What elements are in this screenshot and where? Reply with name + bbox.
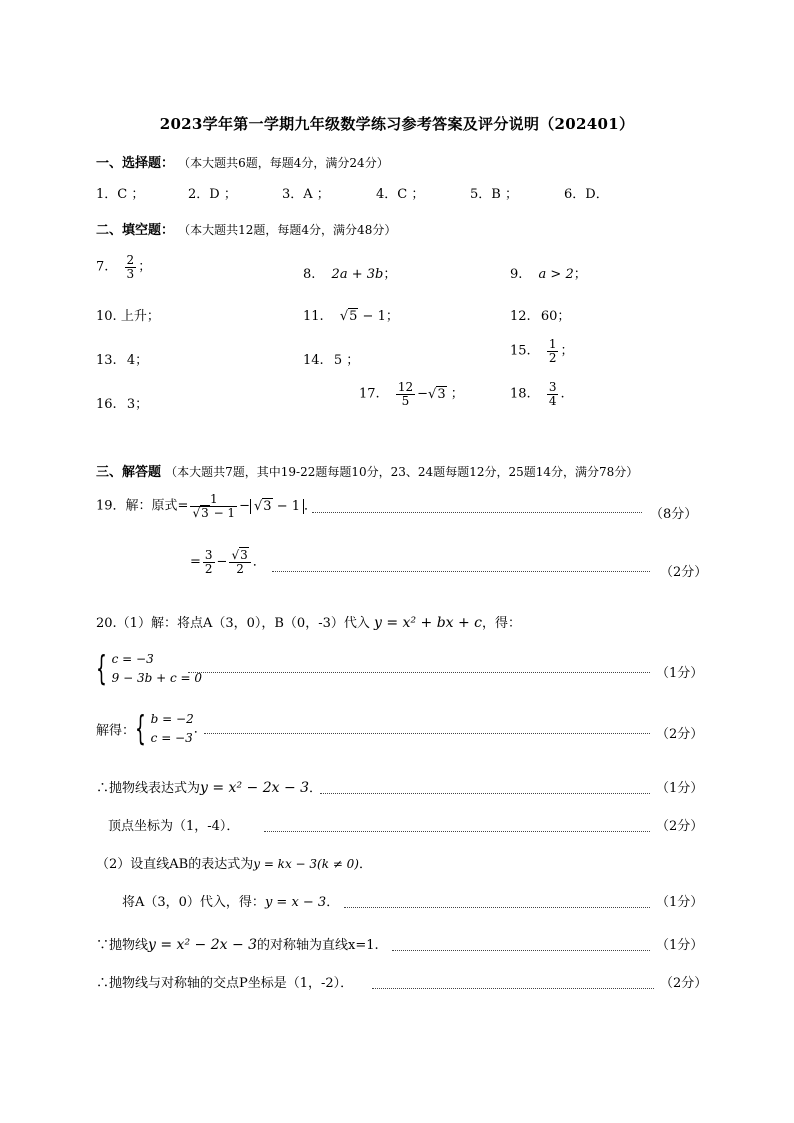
q20-intro-text: 20.（1）解：将点A（3，0），B（0，-3）代入 [96,616,370,631]
equation-system [112,650,202,688]
q20-system-1 [96,650,202,688]
fill-answer-15 [510,338,573,364]
suffix: ； [450,386,464,402]
answer-text: 上升； [120,309,160,324]
radicand: 3 [437,386,446,402]
dotted-leader [372,988,654,989]
dotted-leader [188,672,650,673]
suffix: ； [573,267,587,282]
denominator: 2 [236,561,244,576]
score-label: （1分） [656,781,704,796]
fill-answer-7 [96,254,151,280]
question-number: 16. [96,397,117,412]
dotted-leader [320,793,650,794]
equation: y = x² − 2x − 3 [148,937,258,953]
q19-line1: 19．解：原式= $\frac{1}{√3 - 1}$ − √3 − 1 ． [96,492,318,520]
solve-label: 解得： [96,723,136,739]
line-text: ∴抛物线表达式为 [96,781,201,796]
mc-answer-4: 4．C ； [376,187,425,202]
fill-answer-8 [303,263,396,282]
dotted-leader [312,512,642,513]
mc-answer-1: 1．C ； [96,187,145,202]
question-number: 8. [303,267,316,282]
score-label: （2分） [660,976,708,991]
section2-header [96,219,396,238]
section3-note: （本大题共7题，其中19-22题每题10分，23、24题每题12分，25题14分，满分78分） [165,465,639,479]
minus-sign: − [239,498,250,514]
score-label: （2分） [660,565,708,580]
denominator: 2 [548,350,557,365]
score-label: （8分） [650,507,698,522]
fraction [547,338,559,364]
fill-answer-13 [96,349,148,368]
numerator: 2 [126,253,135,267]
page-title: 2023学年第一学期九年级数学练习参考答案及评分说明（202401） [159,115,635,133]
minus-sign: − [417,386,429,402]
numerator: 3 [204,548,213,562]
section2-note: （本大题共12题，每题4分，满分48分） [178,223,397,237]
minus-sign: − [216,554,228,570]
suffix: ； [383,267,397,282]
dotted-leader [204,733,650,734]
fill-answer-16 [96,393,148,412]
dotted-leader [392,950,650,951]
section1-heading: 一、选择题： [96,156,175,171]
denominator: 3 [126,266,135,281]
equation-system [151,710,194,748]
suffix: . [560,386,565,402]
abs-rest: − 1 [276,498,300,514]
q20-line4: 顶点坐标为（1，-4）． [108,819,240,834]
q20-intro-end: ，得： [482,616,522,631]
numerator: √3 [229,549,250,563]
question-number: 13. [96,353,117,368]
score-label: （1分） [656,895,704,910]
system-line: b = −2 [150,712,194,726]
line-text-end: 的对称轴为直线x=1. [257,938,379,953]
line-text: 将A（3，0）代入，得： [122,895,265,910]
q19-line2: = $\frac{3}{2}$ − $\frac{√3}{2}$ ． [190,548,266,576]
question-number: 17. [359,386,380,402]
dotted-leader [272,571,650,572]
denominator: 2 [204,561,213,576]
suffix: ； [138,259,152,275]
q20-line6: 将A（3，0）代入，得：y = x − 3． [122,895,340,910]
answer-rest: − 1 [362,309,386,324]
answer-expression: 2a + 3b [331,267,384,282]
q20-line7 [96,934,379,953]
suffix: ； [560,343,574,359]
q20-line3: ∴抛物线表达式为y = x² − 2x − 3． [96,780,323,796]
answer-text: 3； [126,397,149,412]
denominator-rest: − 1 [213,505,236,520]
answer-text: 5 ； [333,353,360,368]
radicand: 3 [263,498,272,514]
fill-answer-18 [510,381,565,407]
score-label: （1分） [656,938,704,953]
fraction [396,381,415,407]
numerator: 1 [190,493,237,507]
score-label: （2分） [656,819,704,834]
dotted-leader [264,831,650,832]
question-number: 11. [303,309,324,324]
question-number: 10. [96,309,117,324]
fraction [203,549,215,575]
numerator: 3 [548,380,557,394]
equation: y = kx − 3(k ≠ 0) [253,857,359,871]
denominator: √3 − 1 [192,505,236,520]
section1-note: （本大题共6题，每题4分，满分24分） [178,156,389,170]
sqrt-expression: √5 [339,309,358,324]
equation: y = x² − 2x − 3 [200,780,310,796]
fraction [547,381,559,407]
section3-header [96,461,638,480]
absolute-value: √3 − 1 [250,499,304,514]
fill-answer-17 [359,381,464,407]
mc-answer-2: 2．D ； [188,187,237,202]
suffix: ； [385,309,399,324]
answer-text: 60； [540,309,571,324]
brace-icon: { [135,709,146,750]
score-label: （1分） [656,666,704,681]
system-line: c = −3 [111,652,154,666]
system-line: c = −3 [150,731,193,746]
fill-answer-12 [510,305,570,324]
score-label: （2分） [656,727,704,742]
answer-expression: a > 2 [538,267,574,282]
denominator: 4 [548,393,557,408]
dotted-leader [344,907,650,908]
radicand: 5 [349,309,358,324]
q20-system-2: 解得：{ b = −2 c = −3 ． [96,709,207,750]
mc-answer-5: 5．B ； [470,187,518,202]
question-number: 18. [510,386,531,402]
q20-intro [96,612,521,631]
fill-answer-14 [303,349,359,368]
q20-line8: ∴抛物线与对称轴的交点P坐标是（1，-2）． [96,976,354,991]
line-text: ∵抛物线 [96,938,149,953]
line-text: （2）设直线AB的表达式为 [96,857,254,872]
fraction [125,254,137,280]
question-number: 12. [510,309,531,324]
denominator: 5 [401,393,410,408]
radicand: 3 [240,548,248,562]
question-number: 14. [303,353,324,368]
equals-sign: = [190,554,201,570]
section3-heading: 三、解答题 [96,465,162,480]
fraction [229,549,250,575]
q19-label: 19．解：原式= [96,498,189,514]
equation: y = x − 3 [264,895,327,910]
question-number: 7. [96,259,109,275]
mc-answer-3: 3．A ； [282,187,330,202]
section2-heading: 二、填空题： [96,223,175,238]
answer-text: 4； [126,353,149,368]
fill-answer-11 [303,305,399,324]
section1-header [96,152,389,171]
brace-icon: { [96,649,107,690]
fill-answer-10 [96,305,160,324]
numerator: 12 [397,380,414,394]
numerator: 1 [548,337,557,351]
mc-answer-6: 6．D． [564,187,609,202]
sqrt-expression: √3 [428,386,446,402]
question-number: 15. [510,343,531,359]
equation: y = x² + bx + c [374,615,483,631]
fill-answer-9 [510,263,587,282]
fraction [190,493,237,519]
radicand: 3 [201,505,209,520]
question-number: 9. [510,267,523,282]
q20-line5: （2）设直线AB的表达式为y = kx − 3(k ≠ 0)． [96,857,373,872]
system-line: 9 − 3b + c = 0 [111,671,202,686]
